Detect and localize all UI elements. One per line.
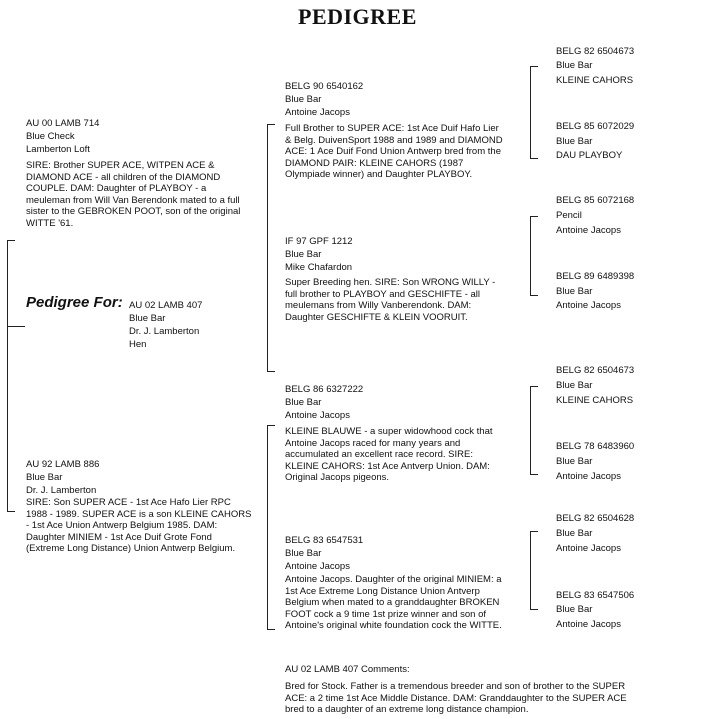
- gen3-description: Antoine Jacops. Daughter of the original MINIEM: a 1st Ace Extreme Long Distance Union Antverp Belgium when mated to a granddaughter BROKEN FOOT cock a 9 time 1st prize winner and son of Antoine's original white foundation cock the WITTE.: [285, 574, 502, 631]
- gen4-ring: BELG 82 6504673: [556, 365, 635, 376]
- subject-owner: Dr. J. Lamberton: [129, 326, 200, 337]
- gen3-description: Full Brother to SUPER ACE: 1st Ace Duif Hafo Lier & Belg. DuivenSport 1988 and 1989 and DIAMOND ACE: 1 Ace Duif Fond Union Antwerp bred from the DIAMOND PAIR: KLEINE CAHORS (1987 Olympiade winner) and Daughter PLAYBOY.: [285, 123, 503, 180]
- subject-ring: AU 02 LAMB 407: [129, 300, 203, 311]
- gen4-color: Blue Bar: [556, 604, 593, 615]
- gen4-owner: KLEINE CAHORS: [556, 75, 634, 86]
- dam-owner: Dr. J. Lamberton: [26, 485, 97, 496]
- dam-ring: AU 92 LAMB 886: [26, 459, 100, 470]
- gen3-ring: IF 97 GPF 1212: [285, 236, 353, 247]
- gen4-color: Blue Bar: [556, 380, 593, 391]
- gen4-owner: Antoine Jacops: [556, 225, 621, 236]
- gen3-color: Blue Bar: [285, 249, 322, 260]
- gen4-owner: Antoine Jacops: [556, 619, 621, 630]
- gen3-color: Blue Bar: [285, 548, 322, 559]
- gen3-color: Blue Bar: [285, 397, 322, 408]
- gen3-ring: BELG 83 6547531: [285, 535, 364, 546]
- page-title: PEDIGREE: [298, 4, 417, 29]
- gen3-description: KLEINE BLAUWE - a super widowhood cock that Antoine Jacops raced for many years and accumulated an excellent race record. SIRE: KLEINE CAHORS: 1st Ace Antverp Union. DAM: Original Jacops pigeons.: [285, 426, 493, 483]
- gen3-ring: BELG 90 6540162: [285, 81, 364, 92]
- gen4-owner: DAU PLAYBOY: [556, 150, 623, 161]
- gen4-owner: KLEINE CAHORS: [556, 395, 634, 406]
- pedigree-for-label: Pedigree For:: [26, 294, 123, 311]
- gen3-owner: Antoine Jacops: [285, 561, 350, 572]
- comments-text: Bred for Stock. Father is a tremendous breeder and son of brother to the SUPER ACE: a 2 time 1st Ace Middle Distance. DAM: Granddaughter to the SUPER ACE bred to a daughter of an extreme long distance champion.: [285, 681, 627, 715]
- gen4-owner: Antoine Jacops: [556, 543, 621, 554]
- gen4-color: Blue Bar: [556, 456, 593, 467]
- gen4-color: Blue Bar: [556, 528, 593, 539]
- gen4-ring: BELG 85 6072168: [556, 195, 635, 206]
- subject-sex: Hen: [129, 339, 147, 350]
- gen3-ring: BELG 86 6327222: [285, 384, 364, 395]
- gen4-color: Pencil: [556, 210, 582, 221]
- gen4-color: Blue Bar: [556, 60, 593, 71]
- gen4-ring: BELG 89 6489398: [556, 271, 635, 282]
- gen3-owner: Mike Chafardon: [285, 262, 353, 273]
- gen4-owner: Antoine Jacops: [556, 471, 621, 482]
- gen3-color: Blue Bar: [285, 94, 322, 105]
- sire-description: SIRE: Brother SUPER ACE, WITPEN ACE & DIAMOND ACE - all children of the DIAMOND COUPLE. DAM: Daughter of PLAYBOY - a meuleman from Will Van Berendonk mated to a full sister to the GEBROKEN POOT, son of the original WITTE '61.: [26, 160, 241, 229]
- gen4-ring: BELG 78 6483960: [556, 441, 635, 452]
- gen4-ring: BELG 85 6072029: [556, 121, 635, 132]
- comments-heading: AU 02 LAMB 407 Comments:: [285, 664, 410, 675]
- sire-owner: Lamberton Loft: [26, 144, 90, 155]
- sire-ring: AU 00 LAMB 714: [26, 118, 100, 129]
- subject-color: Blue Bar: [129, 313, 166, 324]
- gen4-color: Blue Bar: [556, 136, 593, 147]
- gen4-ring: BELG 82 6504628: [556, 513, 635, 524]
- gen4-ring: BELG 83 6547506: [556, 590, 635, 601]
- dam-color: Blue Bar: [26, 472, 63, 483]
- gen4-ring: BELG 82 6504673: [556, 46, 635, 57]
- gen3-owner: Antoine Jacops: [285, 410, 350, 421]
- sire-color: Blue Check: [26, 131, 75, 142]
- gen3-owner: Antoine Jacops: [285, 107, 350, 118]
- gen3-description: Super Breeding hen. SIRE: Son WRONG WILLY - full brother to PLAYBOY and GESCHIFTE - all meulemans from Willy Vanberendonk. DAM: Daughter GESCHIFTE & KLEIN VOORUIT.: [285, 277, 496, 323]
- gen4-owner: Antoine Jacops: [556, 300, 621, 311]
- dam-description: SIRE: Son SUPER ACE - 1st Ace Hafo Lier RPC 1988 - 1989. SUPER ACE is a son KLEINE CAHORS - 1st Ace Union Antwerp Belgium 1985. DAM: Daughter MINIEM - 1st Ace Duif Grote Fond (Extreme Long Distance) Union Antwerp Belgium.: [26, 497, 252, 554]
- gen4-color: Blue Bar: [556, 286, 593, 297]
